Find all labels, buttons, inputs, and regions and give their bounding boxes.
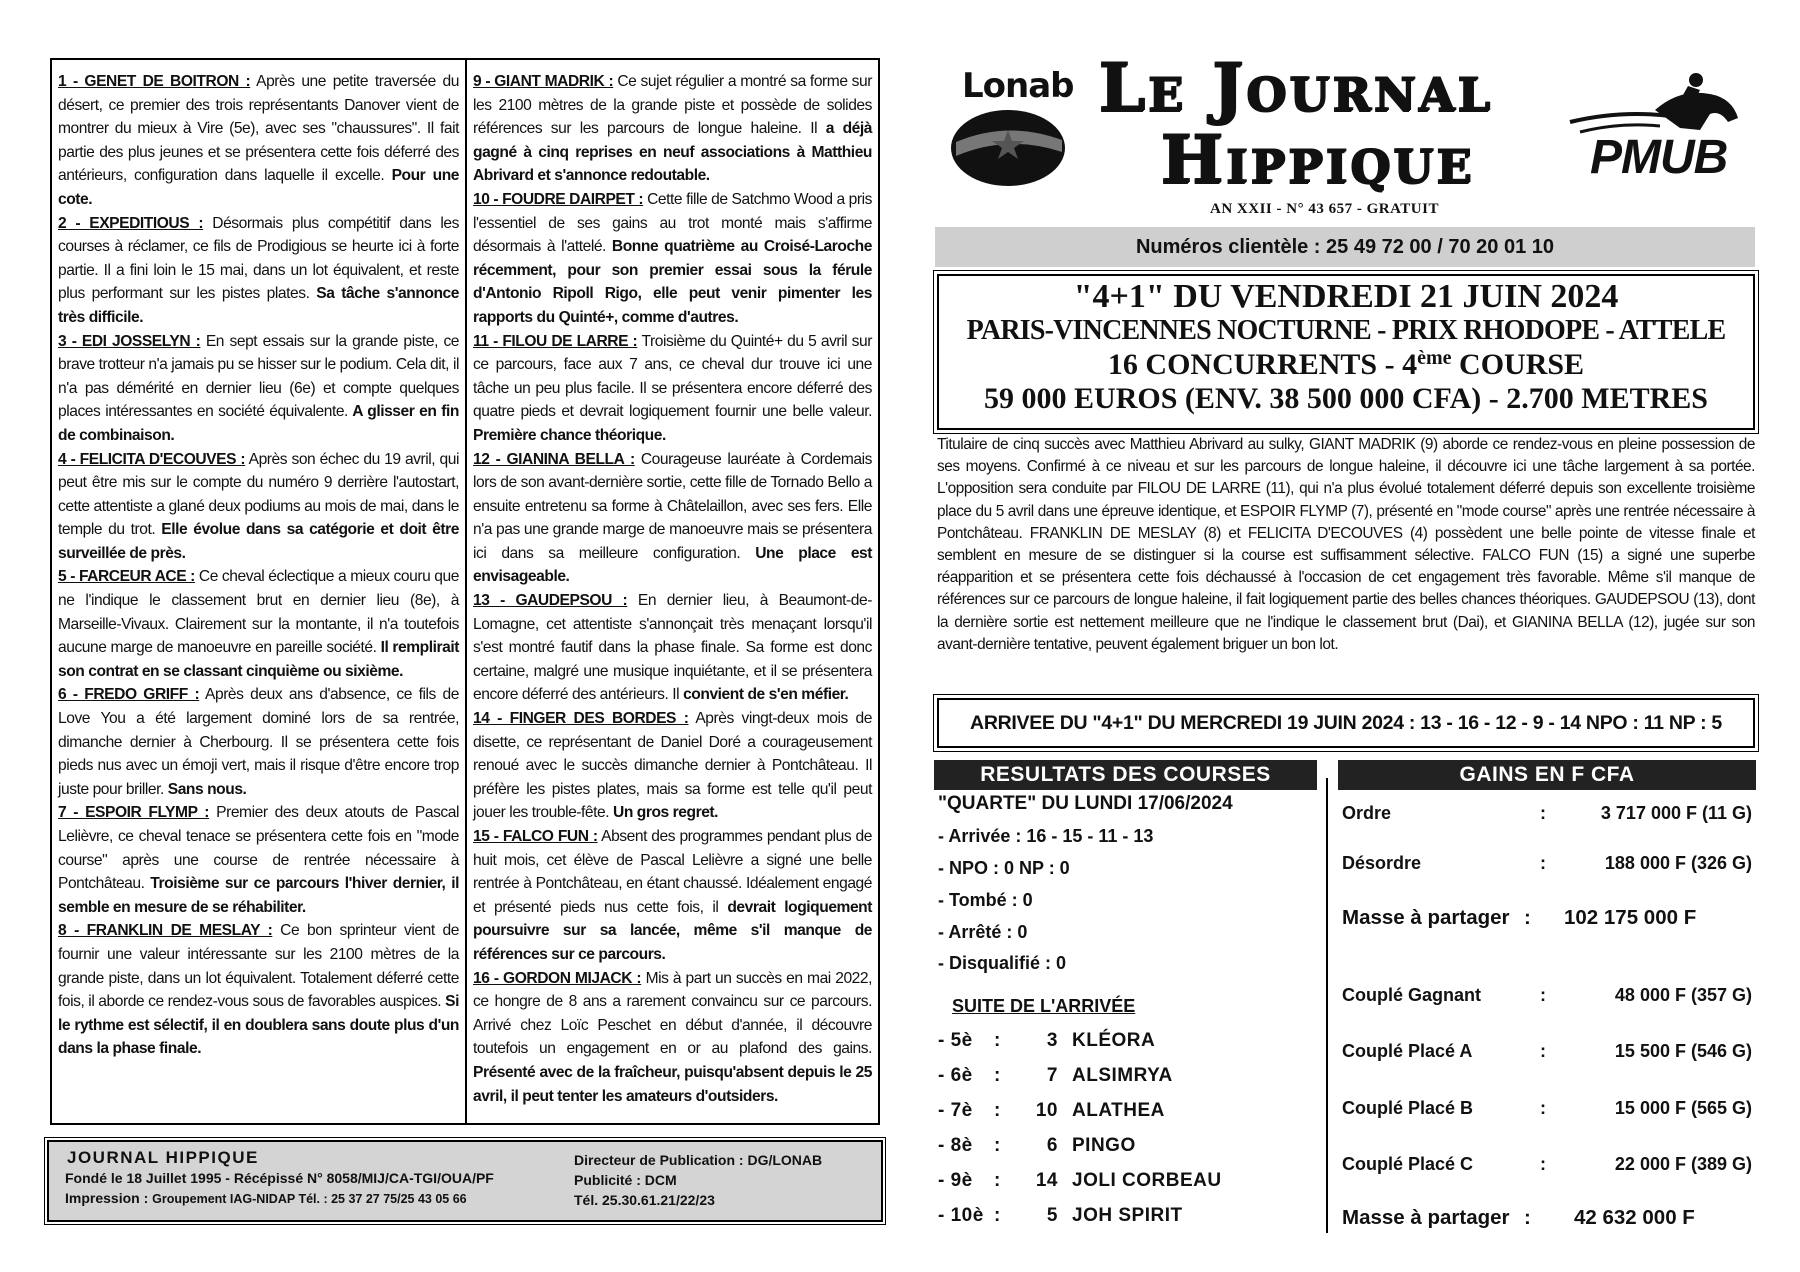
journal-title-line-2: Hippique [1160, 120, 1474, 198]
footer-tel: Tél. 25.30.61.21/22/23 [574, 1192, 715, 1208]
race-purse-distance: 59 000 EUROS (ENV. 38 500 000 CFA) - 2.700 METRES [984, 382, 1708, 415]
horse-entry: 7 - ESPOIR FLYMP : Premier des deux atouts de Pascal Lelièvre, ce cheval tenace se présentera cette fois en "mode course" après une course de rentrée nécessaire à Pontchâteau. Troisième sur ce parcours l'hiver dernier, il semble en mesure de se réhabiliter. [58, 804, 459, 916]
pmub-wordmark: PMUB [1590, 131, 1728, 184]
publication-footer [47, 1140, 883, 1222]
race-prognosis-text: Titulaire de cinq succès avec Matthieu Abrivard au sulky, GIANT MADRIK (9) aborde ce rendez-vous en pleine possession de ses moyens. Confirmé à ce niveau et sur les parcours de longue haleine, il découvre ici une tâche largement à sa portée. L'opposition sera conduite par FILOU DE LARRE (11), qui n'a plus évolué totalement déferré depuis son excellente troisième place du 5 avril dans une épreuve identique, et ESPOIR FLYMP (7), présenté en "mode course" après une rentrée nécessaire à Pontchâteau. FRANKLIN DE MESLAY (8) et FELICITA D'ECOUVES (4) possèdent une belle pointe de vitesse finale et semblent en mesure de se distinguer si la course est suffisamment sélective. FALCO FUN (15) a signé une superbe réapparition et se présentera cette fois déchaussé à l'occasion de cet engagement très favorable. Même s'il manque de références sur ce parcours de longue haleine, il fait logiquement partie des belles chances théoriques. GAUDEPSOU (13), dont la dernière sortie est nettement meilleure que ne l'indique le classement brut (Dai), et GIANINA BELLA (12), jugée sur son avant-dernière tentative, peuvent également briguer un bon lot. [937, 436, 1755, 653]
race-title-box [937, 274, 1755, 430]
footer-left [65, 1148, 494, 1209]
footer-director: Directeur de Publication : DG/LONAB [574, 1152, 823, 1168]
horse-entry: 2 - EXPEDITIOUS : Désormais plus compétitif dans les courses à réclamer, ce fils de Prodigious se heurte ici à forte partie. Il a fini loin le 15 mai, dans un lot équivalent, et reste plus performant sur les pistes plates. Sa tâche s'annonce très difficile. [58, 214, 459, 326]
column-divider [1326, 778, 1328, 1233]
horse-entry: 10 - FOUDRE DAIRPET : Cette fille de Satchmo Wood a pris l'essentiel de ses gains au trot monté mais s'affirme désormais à l'attelé. Bonne quatrième au Croisé-Laroche récemment, pour son premier essai sous la férule d'Antonio Ripoll Rigo, elle peut venir pimenter les rapports du Quinté+, comme d'autres. [473, 190, 872, 326]
quarte-result-line: - Arrivée : 16 - 15 - 11 - 13 [938, 826, 1154, 846]
issue-number: AN XXII - N° 43 657 - GRATUIT [1210, 201, 1439, 217]
quarte-result-line: - Arrêté : 0 [938, 922, 1028, 942]
lonab-wordmark: Lonab [962, 66, 1074, 106]
gains-header: GAINS EN F CFA [1338, 760, 1756, 790]
horse-entry: 16 - GORDON MIJACK : Mis à part un succès en mai 2022, ce hongre de 8 ans a rarement convaincu sur ce parcours. Arrivé chez Loïc Peschet en début d'année, il découvre toutefois un engagement en or au plafond des gains. Présenté avec de la fraîcheur, puisqu'absent depuis le 25 avril, il peut tenter les amateurs d'outsiders. [473, 969, 872, 1105]
horse-entry: 14 - FINGER DES BORDES : Après vingt-deux mois de disette, ce représentant de Daniel Doré a courageusement renoué avec le succès dimanche dernier à Pontchâteau. Il préfère les pistes plates, mais sa forme est telle qu'il peut jouer les trouble-fête. Un gros regret. [473, 710, 872, 822]
commentary-column-1 [52, 60, 465, 1123]
race-venue: PARIS-VINCENNES NOCTURNE - PRIX RHODOPE - ATTELE [966, 315, 1726, 346]
customer-numbers-banner: Numéros clientèle : 25 49 72 00 / 70 20 01 10 [935, 227, 1755, 267]
quarte-result-line: - Disqualifié : 0 [938, 953, 1067, 973]
horse-entry: 11 - FILOU DE LARRE : Troisième du Quinté+ du 5 avril sur ce parcours, face aux 7 ans, ce cheval dur trouve ici une tâche un peu plus facile. Il se présentera encore déferré des quatre pieds et devrait logiquement fournir une belle valeur. Première chance théorique. [473, 332, 872, 444]
footer-founded: Fondé le 18 Juillet 1995 - Récépissé N° 8058/MIJ/CA-TGI/OUA/PF [65, 1170, 494, 1186]
horse-entry: 8 - FRANKLIN DE MESLAY : Ce bon sprinteur vient de fournir une valeur intéressante sur les 2100 mètres de la grande piste, dans un lot équivalent. Totalement déferré cette fois, il aborde ce rendez-vous sous de favorables auspices. Si le rythme est sélectif, il en doublera sans doute plus d'un dans la phase finale. [58, 922, 459, 1058]
horse-entry: 5 - FARCEUR ACE : Ce cheval éclectique a mieux couru que ne l'indique le classement brut en dernier lieu (8e), à Marseille-Vivaux. Clairement sur la montante, il n'a toutefois aucune marge de manoeuvre en pareille société. Il remplirait son contrat en se classant cinquième ou sixième. [58, 568, 459, 680]
horse-entry: 15 - FALCO FUN : Absent des programmes pendant plus de huit mois, cet élève de Pascal Lelièvre a signé une belle rentrée à Pontchâteau, en étant chaussé. Idéalement engagé et présenté pieds nus cette fois, il devrait logiquement poursuivre sur sa lancée, même s'il manque de références sur ce parcours. [473, 828, 872, 963]
race-runners: 16 CONCURRENTS - 4ème COURSE [1107, 347, 1585, 381]
commentary-column-2 [465, 60, 878, 1123]
footer-title: JOURNAL HIPPIQUE [67, 1148, 259, 1167]
horse-entry: 4 - FELICITA D'ECOUVES : Après son échec du 19 avril, qui peut être mis sur le compte du numéro 9 derrière l'autostart, cette attentiste a glané deux podiums au mois de mai, dans le temple du trot. Elle évolue dans sa catégorie et doit être surveillée de près. [58, 450, 459, 562]
results-header: RESULTATS DES COURSES [934, 760, 1317, 790]
previous-arrival-box: ARRIVEE DU "4+1" DU MERCREDI 19 JUIN 2024 : 13 - 16 - 12 - 9 - 14 NPO : 11 NP : 5 [937, 698, 1755, 748]
horse-entry: 3 - EDI JOSSELYN : En sept essais sur la grande piste, ce brave trotteur n'a jamais pu se hisser sur le podium. Cela dit, il n'a pas démérité en dernier lieu (6e) et compte quelques places intéressantes en société équivalente. A glisser en fin de combinaison. [58, 332, 460, 444]
quarte-title: "QUARTE" DU LUNDI 17/06/2024 [938, 793, 1233, 814]
quarte-result-line: - NPO : 0 NP : 0 [938, 858, 1070, 878]
horse-entry: 12 - GIANINA BELLA : Courageuse lauréate à Cordemais lors de son avant-dernière sortie, cette fille de Tornado Bello a ensuite entretenu sa forme à Châtelaillon, avec ses fers. Elle n'a pas une grande marge de manoeuvre mais se présentera ici dans sa meilleure configuration. Une place est envisageable. [473, 450, 873, 586]
horse-commentary-panel [50, 58, 880, 1125]
journal-title-line-1: Le Journal [1098, 48, 1493, 126]
footer-right [574, 1150, 822, 1210]
suite-arrivee-title: SUITE DE L'ARRIVÉE [952, 996, 1136, 1016]
quarte-result-line: - Tombé : 0 [938, 890, 1033, 910]
horse-entry: 13 - GAUDEPSOU : En dernier lieu, à Beaumont-de-Lomagne, cet attentiste s'annonçait très menaçant lorsqu'il s'est montré fautif dans la phase finale. Sa forme est donc certaine, malgré une musique inquiétante, et il se présentera encore déferré des antérieurs. Il convient de s'en méfier. [473, 592, 872, 704]
footer-publicity: Publicité : DCM [574, 1172, 677, 1188]
horse-entry: 9 - GIANT MADRIK : Ce sujet régulier a montré sa forme sur les 2100 mètres de la grande piste et possède de solides références sur les parcours de longue haleine. Il a déjà gagné à cinq reprises en neuf associations à Matthieu Abrivard et s'annonce redoutable. [473, 73, 873, 185]
horse-entry: 1 - GENET DE BOITRON : Après une petite traversée du désert, ce premier des trois représentants Danover vient de montrer du mieux à Vire (5e), avec ses "chaussures". Il fait partie des plus jeunes et se présentera cette fois déferré des antérieurs, configuration dans laquelle il excelle. Pour une cote. [58, 73, 459, 208]
footer-printing: Impression : Groupement IAG-NIDAP Tél. : 25 37 27 75/25 43 05 66 [65, 1190, 467, 1206]
horse-entry: 6 - FREDO GRIFF : Après deux ans d'absence, ce fils de Love You a été largement dominé lors de sa rentrée, dimanche dernier à Cherbourg. Il se présentera cette fois pieds nus avec un émoji vert, mais il risque d'être encore trop juste pour briller. Sans nous. [58, 686, 459, 798]
race-date: "4+1" DU VENDREDI 21 JUIN 2024 [1073, 278, 1619, 315]
